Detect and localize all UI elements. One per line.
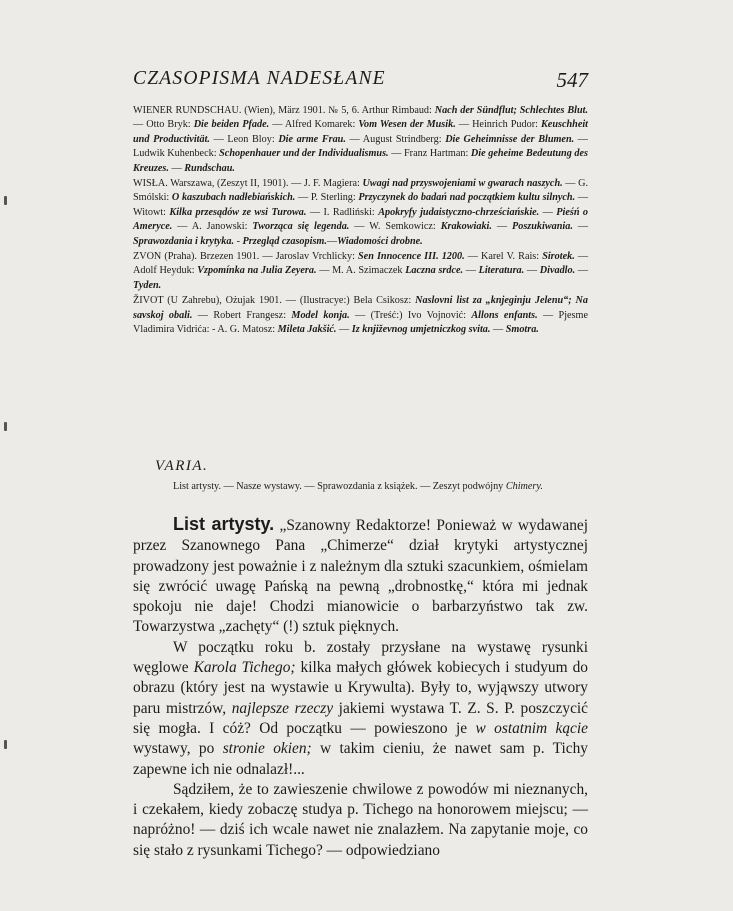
margin-mark — [4, 422, 7, 431]
periodical-entry: ZVON (Praha). Brzezen 1901. — Jaroslav Vrchlicky: Sen Innocence III. 1200. — Karel V. Rais: Sirotek. — Adolf Heyduk: Vzpomínka na Julia Zeyera. — M. A. Szimaczek Laczna srdce. — Literatura. — Divadlo. — Tyden. — [133, 251, 589, 291]
running-header — [133, 66, 588, 96]
periodical-list — [133, 104, 588, 338]
article-paragraph — [133, 514, 588, 638]
article-body — [133, 514, 588, 861]
section-title: CZASOPISMA NADESŁANE — [133, 68, 386, 89]
article-paragraph: W początku roku b. zostały przysłane na wystawę rysunki węglowe Karola Tichego; kilka małych główek kobiecych i studyum do obrazu (który jest na wystawie u Krywulta). Były to, wyjąwszy utwory paru mistrzów, najlepsze rzeczy jakiemi wystawa T. Z. S. P. poszczycić się mogła. I cóż? Od początku — powieszono je w ostatnim kącie wystawy, po stronie okien; w takim cieniu, że nawet sam p. Tichy zapewne ich nie odnalazł!... — [133, 638, 589, 778]
varia-heading: VARIA. — [155, 458, 209, 474]
page-number: 547 — [556, 68, 588, 92]
periodical-entry: WIENER RUNDSCHAU. (Wien), März 1901. № 5, 6. Arthur Rimbaud: Nach der Sündflut; Schlechtes Blut. — Otto Bryk: Die beiden Pfade. — Alfred Komarek: Vom Wesen der Musik. — Heinrich Pudor: Keuschheit und Productivität. — Leon Bloy: Die arme Frau. — August Strindberg: Die Geheimnisse der Blumen. — Ludwik Kuhenbeck: Schopenhauer und der Individualismus. — Franz Hartman: Die geheime Bedeutung des Kreuzes. — Rundschau. — [133, 105, 589, 174]
article-lead-title: List artysty. — [173, 514, 275, 534]
article-paragraph-text: „Szanowny Redaktorze! Ponieważ w wydawanej przez Szanownego Pana „Chimerze“ dział krytyki artystycznej prowadzony jest poważnie i z należnym dla sztuki szacunkiem, ośmielam się zwrócić uwagę Pańską na pewną „drobnostkę,“ która mi jednak spokoju nie daje! Chodzi mianowicie o barbarzyństwo tak zw. Towarzystwa „zachęty“ (!) sztuk pięknych. — [133, 517, 588, 636]
margin-mark — [4, 196, 7, 205]
periodical-entry: ŽIVOT (U Zahrebu), Ożujak 1901. — (Ilustracye:) Bela Csikosz: Naslovni list za „knjeginju Jelenu“; Na savskoj obali. — Robert Frangesz: Model konja. — (Treść:) Ivo Vojnović: Allons enfants. — Pjesme Vladimira Vidrića: - A. G. Matosz: Mileta Jakšić. — Iz književnog umjetniczkog svita. — Smotra. — [133, 295, 588, 336]
varia-contents: List artysty. — Nasze wystawy. — Sprawozdania z książek. — Zeszyt podwójny Chimery. — [173, 481, 543, 492]
article-paragraph: Sądziłem, że to zawieszenie chwilowe z powodów mi nieznanych, i czekałem, kiedy zobaczę studya p. Tichego na honorowem miejscu; — napróżno! — dziś ich wcale nawet nie znalazłem. Na zapytanie moje, co się stało z rysunkami Tichego? — odpowiedziano — [133, 780, 588, 859]
margin-mark — [4, 740, 7, 749]
periodical-entry: WISŁA. Warszawa, (Zeszyt II, 1901). — J. F. Magiera: Uwagi nad przyswojeniami w gwarach naszych. — G. Smólski: O kaszubach nadłebiańskich. — P. Sterling: Przyczynek do badań nad początkiem kultu silnych. — Witowt: Kilka przesądów ze wsi Turowa. — I. Radliński: Apokryfy judaistyczno-chrześciańskie. — Pieśń o Ameryce. — A. Janowski: Tworząca się legenda. — W. Semkowicz: Krakowiaki. — Poszukiwania. — Sprawozdania i krytyka. - Przegląd czasopism.—Wiadomości drobne. — [133, 178, 589, 247]
